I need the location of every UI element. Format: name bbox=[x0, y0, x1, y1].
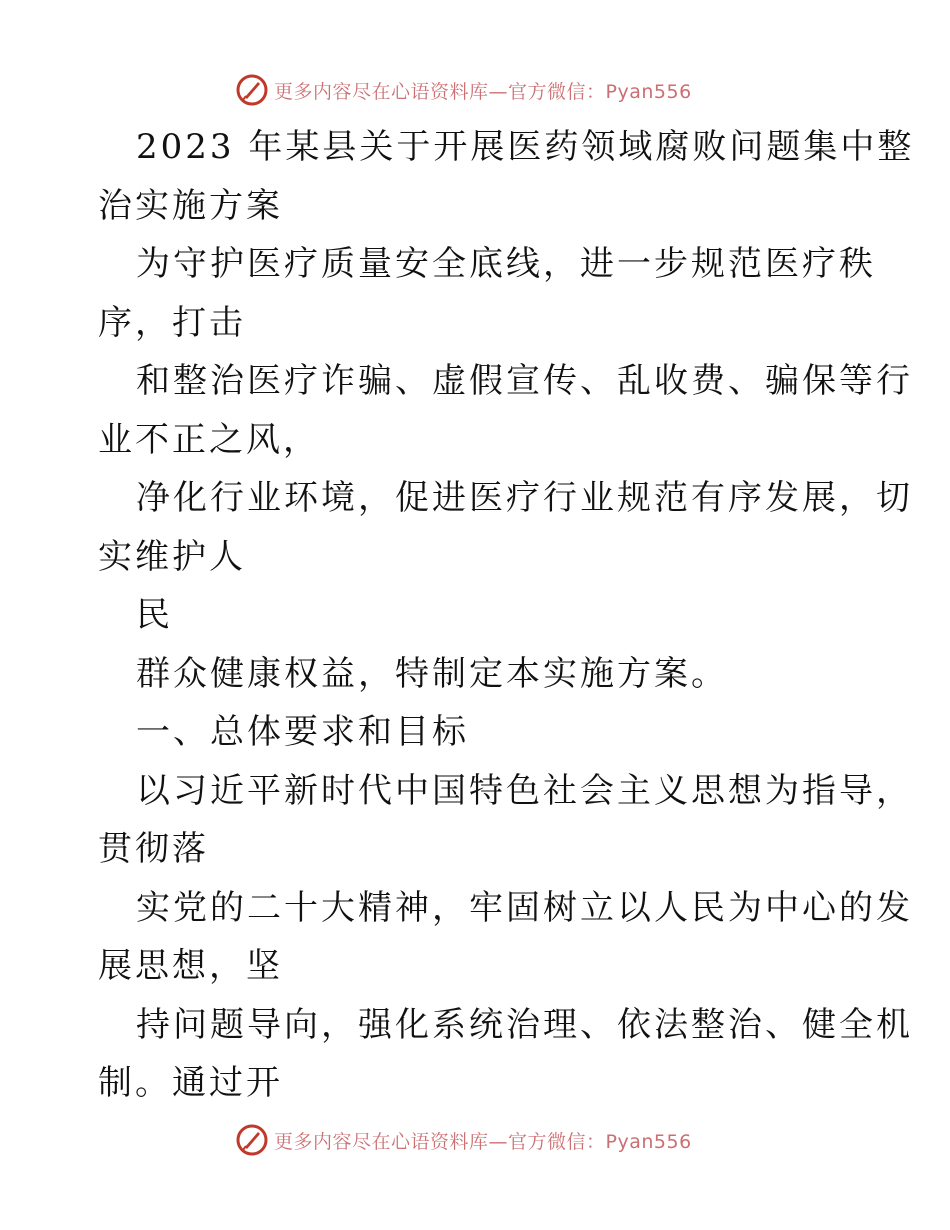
text-line: 贯彻落 bbox=[98, 829, 209, 869]
text-line: 持问题导向，强化系统治理、依法整治、健全机 bbox=[136, 1004, 913, 1045]
text-line: 一、总体要求和目标 bbox=[136, 712, 469, 752]
text-line: 业不正之风， bbox=[98, 419, 320, 460]
text-line: 治实施方案 bbox=[98, 185, 283, 226]
quill-logo-icon bbox=[236, 74, 268, 106]
quill-logo-icon bbox=[236, 1124, 268, 1156]
text-line: 民 bbox=[136, 595, 173, 635]
text-line: 以习近平新时代中国特色社会主义思想为指导， bbox=[136, 770, 913, 811]
document-body bbox=[98, 118, 915, 1113]
text-line: 实维护人 bbox=[98, 536, 246, 577]
text-line: 和整治医疗诈骗、虚假宣传、乱收费、骗保等行 bbox=[136, 361, 913, 401]
text-line: 为守护医疗质量安全底线，进一步规范医疗秩 bbox=[136, 244, 876, 284]
text-line: 展思想，坚 bbox=[98, 946, 283, 986]
header-watermark bbox=[236, 72, 692, 108]
text-line: 制。通过开 bbox=[98, 1063, 283, 1103]
watermark-text: 更多内容尽在心语资料库—官方微信：Pyan556 bbox=[274, 80, 692, 103]
text-line: 2023 年某县关于开展医药领域腐败问题集中整 bbox=[136, 127, 915, 167]
text-line: 净化行业环境，促进医疗行业规范有序发展，切 bbox=[136, 478, 913, 518]
text-line: 序，打击 bbox=[98, 302, 246, 343]
watermark-text: 更多内容尽在心语资料库—官方微信：Pyan556 bbox=[274, 1130, 692, 1153]
footer-watermark bbox=[236, 1122, 692, 1158]
text-line: 群众健康权益，特制定本实施方案。 bbox=[136, 653, 728, 694]
text-line: 实党的二十大精神，牢固树立以人民为中心的发 bbox=[136, 887, 913, 928]
